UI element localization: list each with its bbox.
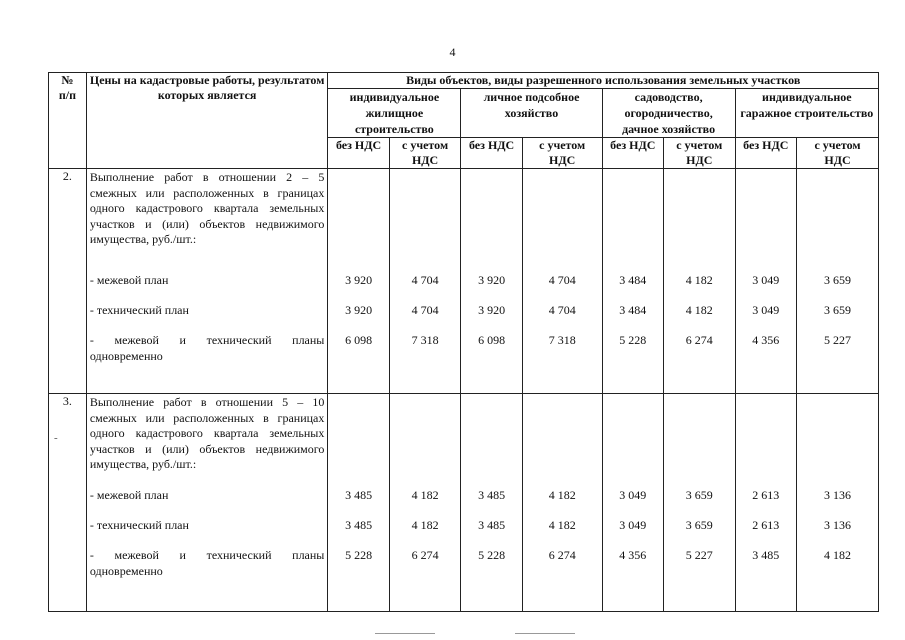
price-value: 3 049 [752,273,780,287]
row-number: 2. [49,169,87,394]
price-value: 3 920 [478,303,506,317]
price-value: 5 228 [345,548,373,562]
header-with-vat: с учетом НДС [522,138,602,169]
header-with-vat: с учетом НДС [663,138,735,169]
value-cell [389,169,461,394]
price-value: 3 484 [619,273,647,287]
price-value: 6 098 [345,333,373,347]
price-value: 3 485 [478,488,506,502]
header-category-1: индивидуальное жилищное строительство [328,89,461,138]
bottom-rule-left [375,633,435,634]
price-value: 3 659 [824,273,851,287]
row-description-cell [86,169,328,394]
value-cell [602,169,663,394]
row-description: Выполнение работ в отношении 5 – 10 смежных или расположенных в границах одного кадастрового квартала земельных участков и (или) объектов недвижимого имущества, руб./шт.: [89,395,325,471]
price-value: 4 182 [411,488,439,502]
price-value: 5 228 [619,333,647,347]
price-value: 2 613 [752,488,780,502]
price-value: 6 274 [685,333,713,347]
row-number: 3. [49,394,87,612]
price-value: 4 704 [548,273,576,287]
price-value: 3 920 [478,273,506,287]
price-value: 7 318 [411,333,439,347]
header-with-vat: с учетом НДС [797,138,879,169]
price-value: 3 049 [752,303,780,317]
row-description: Выполнение работ в отношении 2 – 5 смежных или расположенных в границах одного кадастрового квартала земельных участков и (или) объектов недвижимого имущества, руб./шт.: [89,170,325,246]
table-row [49,394,879,612]
item-label: - межевой план [89,488,169,502]
table-row [49,169,879,394]
price-value: 3 659 [824,303,851,317]
item-label: - межевой план [89,273,169,287]
price-value: 5 227 [824,333,851,347]
value-cell [735,169,796,394]
header-without-vat: без НДС [461,138,522,169]
price-value: 3 485 [345,488,373,502]
header-num: № п/п [49,73,87,169]
price-value: 3 485 [345,518,373,532]
value-cell [328,169,389,394]
header-without-vat: без НДС [735,138,796,169]
price-value: 3 920 [345,273,373,287]
value-cell [461,169,522,394]
row-description-cell [86,394,328,612]
price-value: 4 356 [752,333,780,347]
price-value: 6 098 [478,333,506,347]
price-value: 6 274 [411,548,439,562]
header-without-vat: без НДС [602,138,663,169]
item-label: - межевой и технический планы одновременно [89,548,325,578]
value-cell [602,394,663,612]
page-number: 4 [449,45,456,59]
value-cell [735,394,796,612]
price-value: 7 318 [548,333,576,347]
header-category-2: личное подсобное хозяйство [461,89,602,138]
price-value: 3 049 [619,488,647,502]
price-value: 4 182 [411,518,439,532]
cadastral-price-table [48,72,879,612]
price-value: 4 182 [685,303,713,317]
value-cell [328,394,389,612]
margin-mark: - [54,432,58,444]
header-with-vat: с учетом НДС [389,138,461,169]
value-cell [522,394,602,612]
price-value: 4 356 [619,548,647,562]
price-value: 3 659 [685,518,713,532]
price-value: 3 485 [752,548,780,562]
header-group-label: Виды объектов, виды разрешенного использования земельных участков [328,73,879,89]
price-value: 3 920 [345,303,373,317]
bottom-rule-right [515,633,575,634]
value-cell [663,394,735,612]
price-value: 4 704 [548,303,576,317]
value-cell [461,394,522,612]
price-value: 4 182 [685,273,713,287]
price-value: 3 049 [619,518,647,532]
price-value: 6 274 [548,548,576,562]
price-value: 3 136 [824,518,851,532]
price-value: 4 182 [548,488,576,502]
price-value: 4 704 [411,303,439,317]
price-value: 4 182 [548,518,576,532]
header-without-vat: без НДС [328,138,389,169]
price-value: 3 484 [619,303,647,317]
header-category-3: садоводство, огородничество, дачное хозяйство [602,89,735,138]
price-value: 3 136 [824,488,851,502]
item-label: - технический план [89,518,189,532]
value-cell [663,169,735,394]
value-cell [389,394,461,612]
price-value: 3 659 [685,488,713,502]
header-category-4: индивидуальное гаражное строительство [735,89,878,138]
price-value: 3 485 [478,518,506,532]
price-value: 5 227 [685,548,713,562]
value-cell [797,169,879,394]
item-label: - межевой и технический планы одновременно [89,333,325,363]
price-value: 5 228 [478,548,506,562]
header-price-label: Цены на кадастровые работы, результатом которых является [86,73,328,169]
price-value: 4 704 [411,273,439,287]
value-cell [522,169,602,394]
price-value: 4 182 [824,548,851,562]
price-value: 2 613 [752,518,780,532]
item-label: - технический план [89,303,189,317]
value-cell [797,394,879,612]
